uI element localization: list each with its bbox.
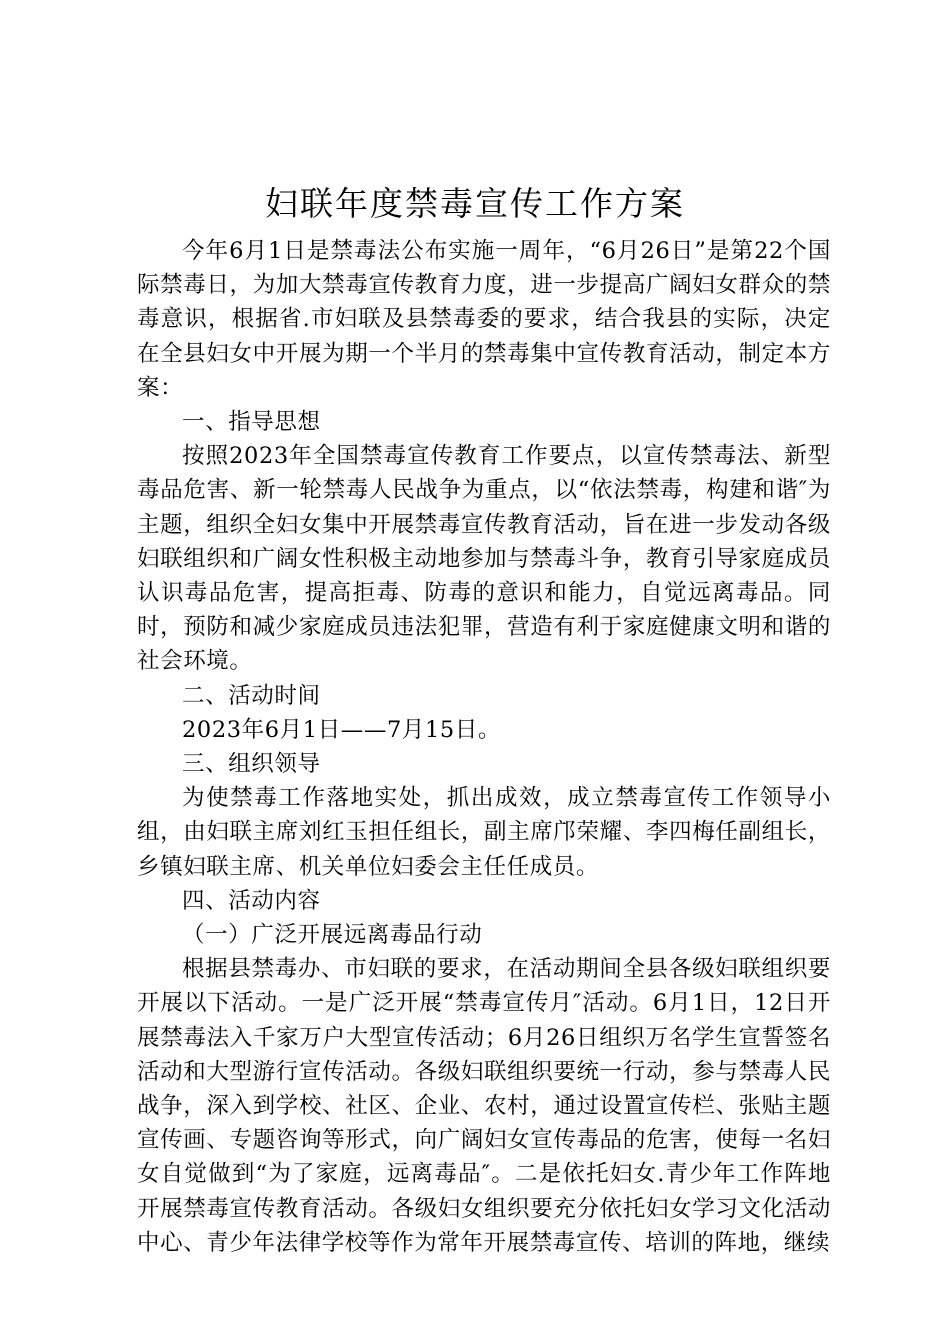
paragraph-activity-content: 根据县禁毒办、市妇联的要求，在活动期间全县各级妇联组织要开展以下活动。一是广泛开展“禁毒宣传月″活动。6月1日，12日开展禁毒法入千家万户大型宣传活动；6月26日组织万名学生宣誓签名活动和大型游行宣传活动。各级妇联组织要统一行动，参与禁毒人民战争，深入到学校、社区、企业、农村，通过设置宣传栏、张贴主题宣传画、专题咨询等形式，向广阔妇女宣传毒品的危害，使每一名妇女自觉做到“为了家庭，远离毒品″。二是依托妇女.青少年工作阵地开展禁毒宣传教育活动。各级妇女组织要充分依托妇女学习文化活动中心、青少年法律学校等作为常年开展禁毒宣传、培训的阵地，继续 bbox=[137, 956, 831, 1256]
section-heading-activity-content: 四、活动内容 bbox=[182, 887, 321, 914]
document-body bbox=[137, 234, 831, 1260]
section-heading-organization: 三、组织领导 bbox=[182, 751, 321, 778]
paragraph-guiding-thought: 按照2023年全国禁毒宣传教育工作要点，以宣传禁毒法、新型毒品危害、新一轮禁毒人民战争为重点，以“依法禁毒，构建和谐″为主题，组织全妇女集中开展禁毒宣传教育活动，旨在进一步发动各级妇联组织和广阔女性积极主动地参加与禁毒斗争，教育引导家庭成员认识毒品危害，提高拒毒、防毒的意识和能力，自觉远离毒品。同时，预防和减少家庭成员违法犯罪，营造有利于家庭健康文明和谐的社会环境。 bbox=[137, 443, 831, 675]
document-title: 妇联年度禁毒宣传工作方案 bbox=[265, 184, 685, 223]
subsection-heading-1: （一）广泛开展远离毒品行动 bbox=[182, 922, 483, 949]
section-heading-guiding-thought: 一、指导思想 bbox=[182, 409, 321, 436]
paragraph-activity-time: 2023年6月1日——7月15日。 bbox=[182, 716, 502, 743]
paragraph-organization: 为使禁毒工作落地实处，抓出成效，成立禁毒宣传工作领导小组，由妇联主席刘红玉担任组长，副主席邝荣耀、李四梅任副组长，乡镇妇联主席、机关单位妇委会主任任成员。 bbox=[137, 785, 831, 880]
paragraph-intro: 今年6月1日是禁毒法公布实施一周年，“6月26日”是第22个国际禁毒日，为加大禁毒宣传教育力度，进一步提高广阔妇女群众的禁毒意识，根据省.市妇联及县禁毒委的要求，结合我县的实际，决定在全县妇女中开展为期一个半月的禁毒集中宣传教育活动，制定本方案： bbox=[137, 238, 831, 401]
section-heading-activity-time: 二、活动时间 bbox=[182, 682, 321, 709]
